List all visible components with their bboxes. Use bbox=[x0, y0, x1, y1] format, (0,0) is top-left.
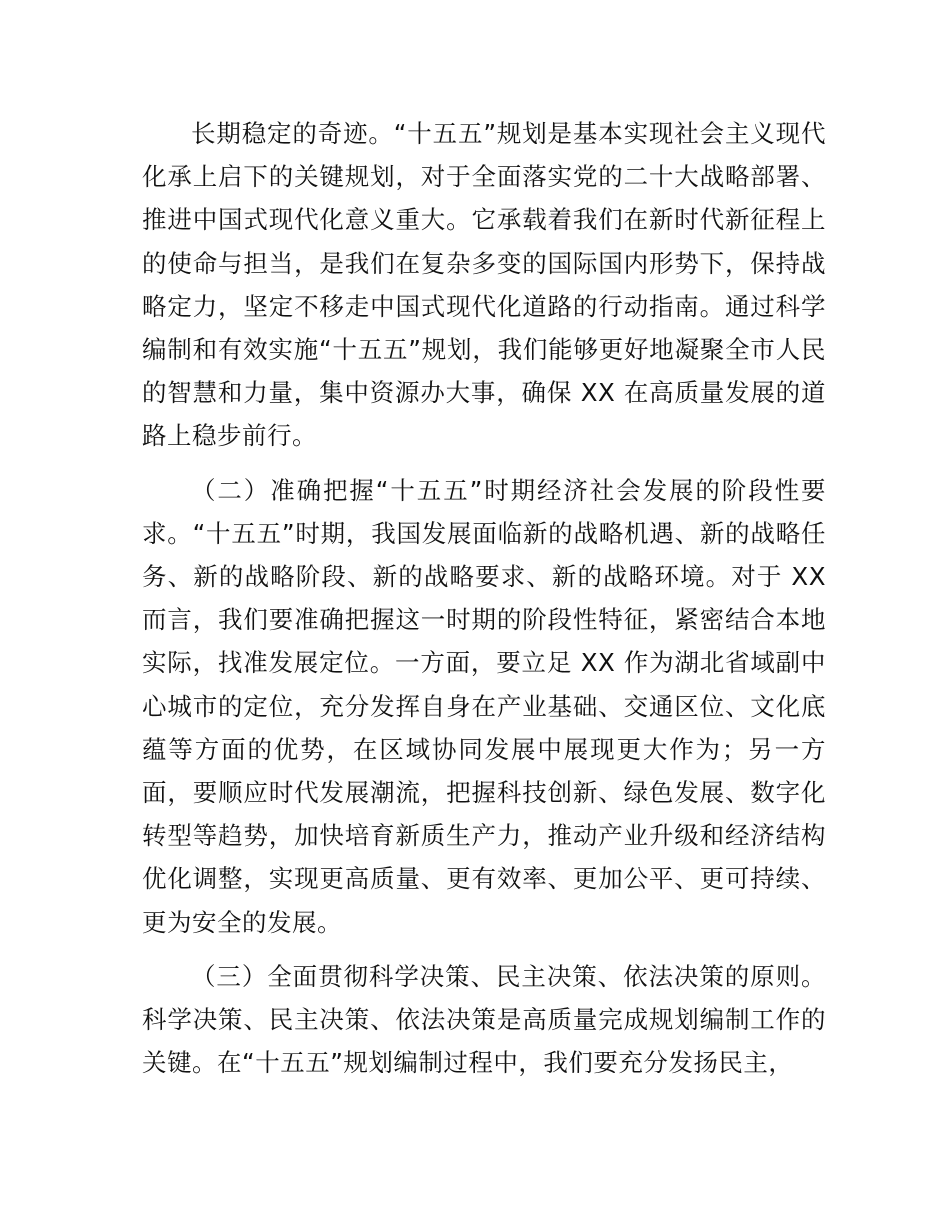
document-body bbox=[142, 112, 826, 1084]
paragraph-1: 长期稳定的奇迹。“十五五”规划是基本实现社会主义现代化承上启下的关键规划，对于全面落实党的二十大战略部署、推进中国式现代化意义重大。它承载着我们在新时代新征程上的使命与担当，是我们在复杂多变的国际国内形势下，保持战略定力，坚定不移走中国式现代化道路的行动指南。通过科学编制和有效实施“十五五”规划，我们能够更好地凝聚全市人民的智慧和力量，集中资源办大事，确保 XX 在高质量发展的道路上稳步前行。 bbox=[142, 119, 826, 451]
paragraph-3: （三）全面贯彻科学决策、民主决策、依法决策的原则。科学决策、民主决策、依法决策是高质量完成规划编制工作的关键。在“十五五”规划编制过程中，我们要充分发扬民主， bbox=[142, 961, 826, 1078]
paragraph-2: （二）准确把握“十五五”时期经济社会发展的阶段性要求。“十五五”时期，我国发展面临新的战略机遇、新的战略任务、新的战略阶段、新的战略要求、新的战略环境。对于 XX 而言，我们要准确把握这一时期的阶段性特征，紧密结合本地实际，找准发展定位。一方面，要立足 XX 作为湖北省域副中心城市的定位，充分发挥自身在产业基础、交通区位、文化底蕴等方面的优势，在区域协同发展中展现更大作为；另一方面，要顺应时代发展潮流，把握科技创新、绿色发展、数字化转型等趋势，加快培育新质生产力，推动产业升级和经济结构优化调整，实现更高质量、更有效率、更加公平、更可持续、更为安全的发展。 bbox=[142, 475, 826, 937]
